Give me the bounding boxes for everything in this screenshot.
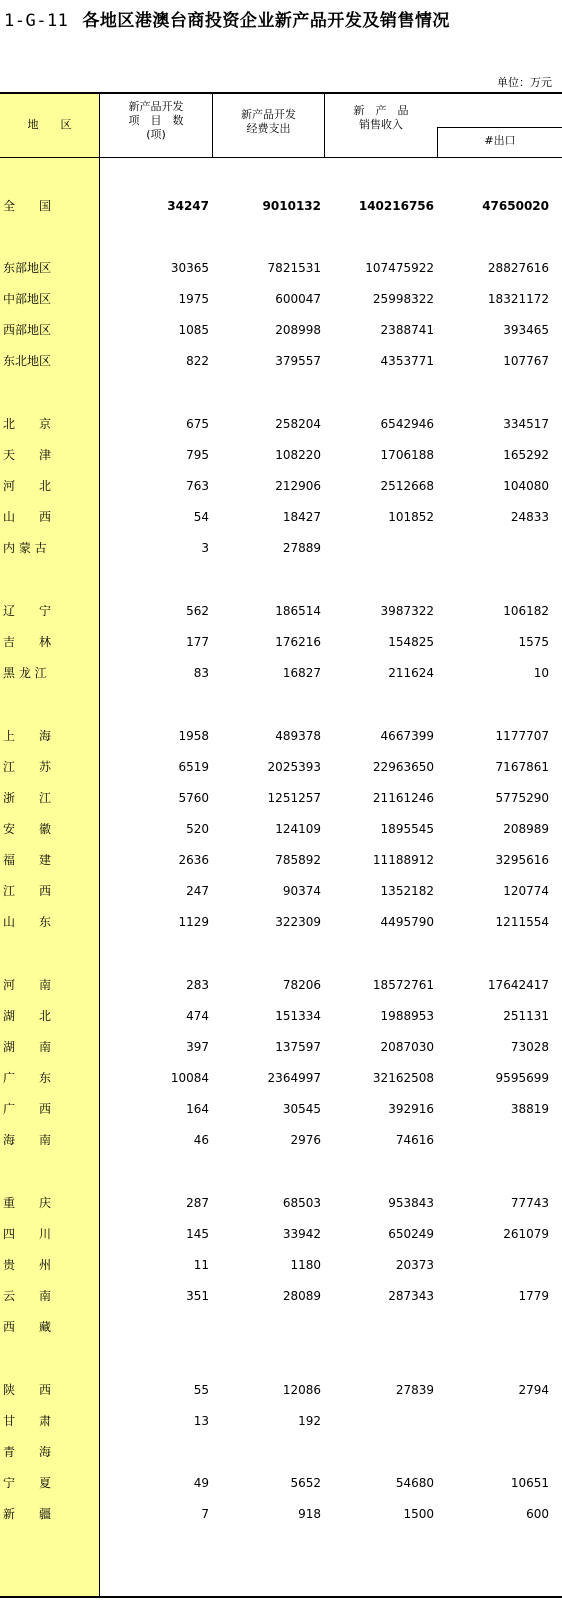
cell-export: 10651 (510, 1476, 549, 1490)
region-name: 河 北 (3, 479, 52, 493)
cell-export: 251131 (503, 1009, 549, 1023)
cell-export: 10 (533, 666, 549, 680)
cell-projects: 562 (186, 604, 209, 618)
cell-sales: 2512668 (380, 479, 434, 493)
table-row (0, 1501, 562, 1527)
table-row (0, 1283, 562, 1309)
cell-projects: 83 (193, 666, 209, 680)
cell-export: 24833 (510, 510, 549, 524)
table-row (0, 317, 562, 343)
header-projects-line2: 项 目 数 (128, 114, 184, 127)
region-name: 辽 宁 (3, 604, 52, 618)
cell-sales: 20373 (395, 1258, 434, 1272)
cell-expense: 18427 (282, 510, 321, 524)
region-name: 福 建 (3, 853, 52, 867)
cell-expense: 124109 (275, 822, 321, 836)
table-row (0, 1221, 562, 1247)
table-row (0, 1034, 562, 1060)
export-subheader-line (437, 127, 562, 128)
region-name: 江 苏 (3, 760, 52, 774)
cell-sales: 154825 (388, 635, 434, 649)
cell-expense: 176216 (275, 635, 321, 649)
table-code: 1-G-11 (4, 11, 69, 31)
region-name: 东部地区 (3, 261, 52, 275)
header-export: #出口 (484, 134, 516, 147)
bottom-rule (0, 1596, 562, 1598)
cell-projects: 1975 (178, 292, 209, 306)
cell-projects: 49 (193, 1476, 209, 1490)
cell-export: 106182 (503, 604, 549, 618)
table-row (0, 785, 562, 811)
cell-export: 17642417 (487, 978, 549, 992)
cell-sales: 1988953 (380, 1009, 434, 1023)
cell-sales: 650249 (388, 1227, 434, 1241)
cell-projects: 54 (193, 510, 209, 524)
cell-export: 18321172 (487, 292, 549, 306)
table-row (0, 629, 562, 655)
region-name: 黑 龙 江 (3, 666, 47, 680)
table-row (0, 1065, 562, 1091)
cell-export: 261079 (503, 1227, 549, 1241)
cell-expense: 33942 (282, 1227, 321, 1241)
table-row (0, 255, 562, 281)
cell-expense: 2025393 (267, 760, 321, 774)
cell-projects: 474 (186, 1009, 209, 1023)
cell-projects: 283 (186, 978, 209, 992)
region-name: 广 西 (3, 1102, 52, 1116)
header-projects-line3: (项) (146, 128, 166, 141)
table-row (0, 535, 562, 561)
region-name: 新 疆 (3, 1507, 52, 1521)
cell-expense: 90374 (282, 884, 321, 898)
cell-projects: 520 (186, 822, 209, 836)
cell-export: 600 (526, 1507, 549, 1521)
table-row (0, 1377, 562, 1403)
cell-projects: 34247 (167, 199, 209, 213)
header-expense-line1: 新产品开发 (241, 108, 296, 121)
cell-expense: 7821531 (267, 261, 321, 275)
table-row (0, 878, 562, 904)
cell-expense: 192 (298, 1414, 321, 1428)
table-row (0, 723, 562, 749)
region-name: 云 南 (3, 1289, 52, 1303)
cell-export: 2794 (518, 1383, 549, 1397)
cell-expense: 108220 (275, 448, 321, 462)
cell-projects: 7 (201, 1507, 209, 1521)
cell-projects: 6519 (178, 760, 209, 774)
table-row (0, 909, 562, 935)
table-row (0, 1096, 562, 1122)
region-name: 湖 南 (3, 1040, 52, 1054)
table-row-total (0, 193, 562, 219)
cell-export: 1211554 (495, 915, 549, 929)
cell-export: 5775290 (495, 791, 549, 805)
region-name: 贵 州 (3, 1258, 52, 1272)
cell-projects: 30365 (170, 261, 209, 275)
region-name: 吉 林 (3, 635, 52, 649)
cell-sales: 101852 (388, 510, 434, 524)
cell-sales: 25998322 (372, 292, 434, 306)
table-title: 各地区港澳台商投资企业新产品开发及销售情况 (82, 11, 450, 31)
cell-export: 120774 (503, 884, 549, 898)
table-row (0, 442, 562, 468)
cell-expense: 27889 (282, 541, 321, 555)
table-row (0, 286, 562, 312)
region-name: 天 津 (3, 448, 52, 462)
cell-sales: 3987322 (380, 604, 434, 618)
table-row (0, 847, 562, 873)
cell-projects: 247 (186, 884, 209, 898)
cell-projects: 177 (186, 635, 209, 649)
region-name: 西部地区 (3, 323, 52, 337)
cell-projects: 10084 (170, 1071, 209, 1085)
cell-sales: 2388741 (380, 323, 434, 337)
unit-label: 单位：万元 (497, 76, 552, 89)
region-name: 内 蒙 古 (3, 541, 47, 555)
cell-sales: 211624 (388, 666, 434, 680)
header-sales (325, 104, 437, 132)
cell-sales: 1352182 (380, 884, 434, 898)
cell-expense: 489378 (275, 729, 321, 743)
cell-expense: 78206 (282, 978, 321, 992)
cell-expense: 137597 (275, 1040, 321, 1054)
cell-projects: 351 (186, 1289, 209, 1303)
table-row (0, 754, 562, 780)
cell-projects: 397 (186, 1040, 209, 1054)
region-name: 广 东 (3, 1071, 52, 1085)
header-sales-line2: 销售收入 (359, 118, 403, 131)
cell-projects: 795 (186, 448, 209, 462)
cell-sales: 140216756 (358, 199, 434, 213)
region-name: 重 庆 (3, 1196, 52, 1210)
region-name: 安 徽 (3, 822, 52, 836)
cell-projects: 164 (186, 1102, 209, 1116)
cell-sales: 392916 (388, 1102, 434, 1116)
header-divider (0, 157, 562, 158)
cell-projects: 3 (201, 541, 209, 555)
cell-expense: 379557 (275, 354, 321, 368)
cell-projects: 46 (193, 1133, 209, 1147)
region-name: 山 东 (3, 915, 52, 929)
cell-expense: 918 (298, 1507, 321, 1521)
cell-projects: 2636 (178, 853, 209, 867)
cell-projects: 1129 (178, 915, 209, 929)
region-name: 山 西 (3, 510, 52, 524)
cell-export: 38819 (510, 1102, 549, 1116)
cell-projects: 145 (186, 1227, 209, 1241)
cell-expense: 212906 (275, 479, 321, 493)
cell-sales: 32162508 (372, 1071, 434, 1085)
header-projects-line1: 新产品开发 (128, 100, 184, 113)
header-expense (213, 108, 324, 136)
region-name: 河 南 (3, 978, 52, 992)
cell-expense: 151334 (275, 1009, 321, 1023)
cell-expense: 2364997 (267, 1071, 321, 1085)
cell-sales: 18572761 (372, 978, 434, 992)
cell-sales: 1895545 (380, 822, 434, 836)
region-name: 全 国 (3, 199, 52, 213)
region-name: 海 南 (3, 1133, 52, 1147)
cell-expense: 600047 (275, 292, 321, 306)
table-row (0, 1003, 562, 1029)
table-row (0, 1127, 562, 1153)
cell-expense: 16827 (282, 666, 321, 680)
top-rule (0, 92, 562, 94)
cell-expense: 12086 (282, 1383, 321, 1397)
table-row (0, 1190, 562, 1216)
header-region: 地 区 (27, 118, 72, 131)
region-name: 甘 肃 (3, 1414, 52, 1428)
cell-projects: 675 (186, 417, 209, 431)
cell-export: 107767 (503, 354, 549, 368)
page-title (4, 6, 450, 31)
cell-sales: 107475922 (365, 261, 434, 275)
cell-expense: 28089 (282, 1289, 321, 1303)
table-row (0, 1408, 562, 1434)
cell-projects: 11 (193, 1258, 209, 1272)
header-expense-line2: 经费支出 (246, 122, 291, 135)
cell-projects: 5760 (178, 791, 209, 805)
region-name: 宁 夏 (3, 1476, 52, 1490)
table-row (0, 1470, 562, 1496)
table-row (0, 660, 562, 686)
region-name: 东北地区 (3, 354, 52, 368)
cell-expense: 186514 (275, 604, 321, 618)
cell-projects: 1958 (178, 729, 209, 743)
table-row (0, 348, 562, 374)
cell-expense: 30545 (282, 1102, 321, 1116)
cell-export: 208989 (503, 822, 549, 836)
cell-export: 47650020 (482, 199, 549, 213)
table-row (0, 598, 562, 624)
cell-export: 1575 (518, 635, 549, 649)
region-name: 上 海 (3, 729, 52, 743)
cell-export: 9595699 (495, 1071, 549, 1085)
region-name: 青 海 (3, 1445, 52, 1459)
cell-projects: 822 (186, 354, 209, 368)
cell-expense: 1251257 (267, 791, 321, 805)
table-row (0, 972, 562, 998)
table-row (0, 1439, 562, 1465)
cell-sales: 4495790 (380, 915, 434, 929)
cell-export: 393465 (503, 323, 549, 337)
cell-sales: 74616 (395, 1133, 434, 1147)
region-name: 浙 江 (3, 791, 52, 805)
cell-export: 1779 (518, 1289, 549, 1303)
cell-sales: 21161246 (372, 791, 434, 805)
cell-projects: 763 (186, 479, 209, 493)
cell-export: 334517 (503, 417, 549, 431)
cell-sales: 11188912 (372, 853, 434, 867)
header-projects (100, 100, 212, 142)
cell-sales: 4667399 (380, 729, 434, 743)
cell-export: 7167861 (495, 760, 549, 774)
cell-export: 77743 (510, 1196, 549, 1210)
cell-export: 73028 (510, 1040, 549, 1054)
cell-expense: 5652 (290, 1476, 321, 1490)
cell-sales: 287343 (388, 1289, 434, 1303)
cell-expense: 208998 (275, 323, 321, 337)
cell-expense: 258204 (275, 417, 321, 431)
cell-export: 104080 (503, 479, 549, 493)
region-name: 北 京 (3, 417, 52, 431)
cell-export: 3295616 (495, 853, 549, 867)
cell-export: 165292 (503, 448, 549, 462)
cell-sales: 953843 (388, 1196, 434, 1210)
cell-projects: 13 (193, 1414, 209, 1428)
region-name: 陕 西 (3, 1383, 52, 1397)
cell-expense: 1180 (290, 1258, 321, 1272)
cell-sales: 4353771 (380, 354, 434, 368)
cell-sales: 6542946 (380, 417, 434, 431)
cell-expense: 68503 (282, 1196, 321, 1210)
table-row (0, 816, 562, 842)
cell-export: 28827616 (487, 261, 549, 275)
table-row (0, 411, 562, 437)
cell-sales: 1706188 (380, 448, 434, 462)
cell-expense: 785892 (275, 853, 321, 867)
region-name: 西 藏 (3, 1320, 52, 1334)
table-row (0, 1314, 562, 1340)
cell-sales: 27839 (395, 1383, 434, 1397)
table-row (0, 1252, 562, 1278)
cell-projects: 287 (186, 1196, 209, 1210)
cell-sales: 2087030 (380, 1040, 434, 1054)
cell-sales: 1500 (403, 1507, 434, 1521)
region-name: 江 西 (3, 884, 52, 898)
region-name: 湖 北 (3, 1009, 52, 1023)
region-name: 中部地区 (3, 292, 52, 306)
cell-projects: 1085 (178, 323, 209, 337)
cell-expense: 2976 (290, 1133, 321, 1147)
cell-expense: 9010132 (262, 199, 321, 213)
region-name: 四 川 (3, 1227, 52, 1241)
cell-export: 1177707 (495, 729, 549, 743)
header-sales-line1: 新 产 品 (353, 104, 409, 117)
cell-expense: 322309 (275, 915, 321, 929)
cell-sales: 54680 (395, 1476, 434, 1490)
cell-sales: 22963650 (372, 760, 434, 774)
table-row (0, 473, 562, 499)
cell-projects: 55 (193, 1383, 209, 1397)
table-row (0, 504, 562, 530)
